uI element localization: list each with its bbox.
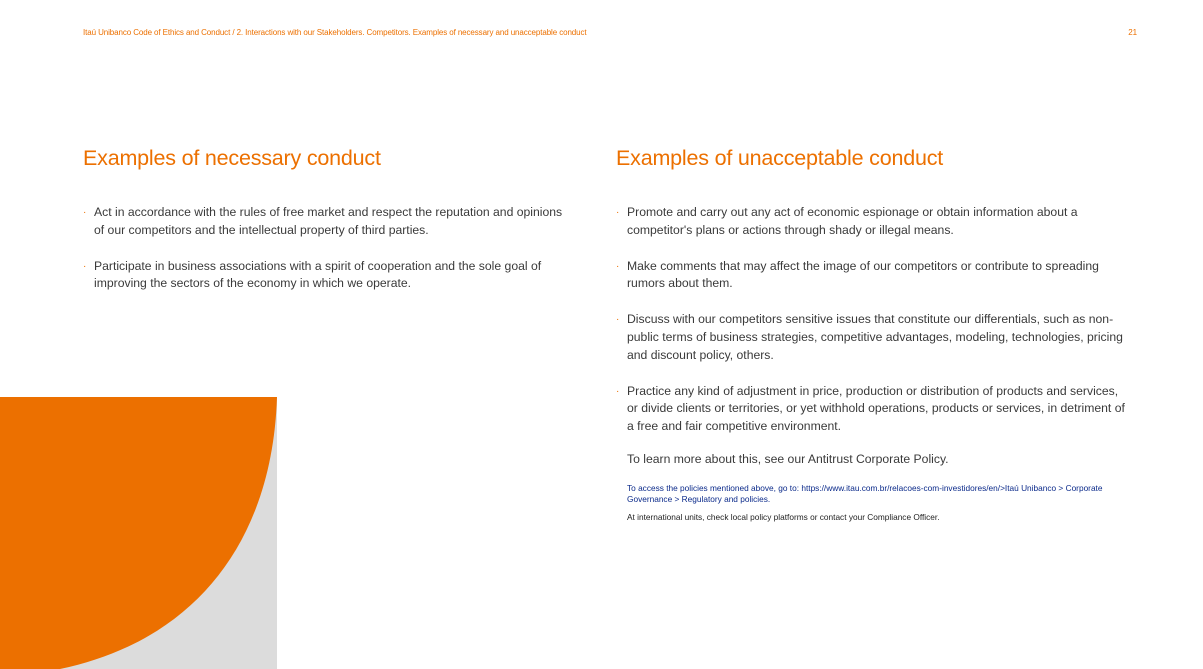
list-item: · Participate in business associations with a spirit of cooperation and the sole goal of improving the sectors of the economy in which we operate. (83, 258, 542, 291)
unacceptable-conduct-title: Examples of unacceptable conduct (616, 146, 944, 170)
list-item: · Practice any kind of adjustment in price, production or distribution of products and services, or divide clients or territories, or yet withhold operations, products or services, in detriment of a free and fair competitive environment. (616, 383, 1125, 434)
bullet-icon: · (83, 207, 87, 218)
page-number: 21 (1128, 28, 1137, 37)
list-item: · Promote and carry out any act of economic espionage or obtain information about a competitor's plans or actions through shady or illegal means. (616, 205, 1078, 237)
bullet-icon: · (616, 260, 620, 272)
necessary-conduct-list (83, 204, 563, 293)
unacceptable-conduct-list (616, 204, 1126, 436)
necessary-conduct-section (83, 145, 563, 311)
antitrust-policy-note: To learn more about this, see our Antitrust Corporate Policy. (627, 451, 949, 466)
decorative-shape (0, 397, 277, 669)
policies-access-link[interactable]: To access the policies mentioned above, go to: https://www.itau.com.br/relacoes-com-investidores/en/>Itaú Unibanco > Corporate Governance > Regulatory and policies. (627, 482, 1103, 504)
bullet-icon: · (83, 260, 87, 272)
breadcrumb: Itaú Unibanco Code of Ethics and Conduct / 2. Interactions with our Stakeholders. Competitors. Examples of necessary and unacceptable conduct (83, 28, 587, 37)
bullet-icon: · (616, 207, 620, 218)
bullet-icon: · (616, 385, 620, 397)
international-units-note: At international units, check local policy platforms or contact your Compliance Officer. (627, 511, 940, 522)
necessary-conduct-title: Examples of necessary conduct (83, 146, 381, 170)
bullet-icon: · (616, 314, 620, 326)
list-item: · Act in accordance with the rules of free market and respect the reputation and opinions of our competitors and the intellectual property of third parties. (83, 205, 563, 237)
page-header (83, 28, 1137, 37)
unacceptable-conduct-section (616, 145, 1126, 523)
list-item: · Discuss with our competitors sensitive issues that constitute our differentials, such as non-public terms of business strategies, competitive advantages, modeling, technologies, pricing and discount policy, others. (616, 312, 1123, 362)
list-item: · Make comments that may affect the image of our competitors or contribute to spreading rumors about them. (616, 258, 1099, 291)
